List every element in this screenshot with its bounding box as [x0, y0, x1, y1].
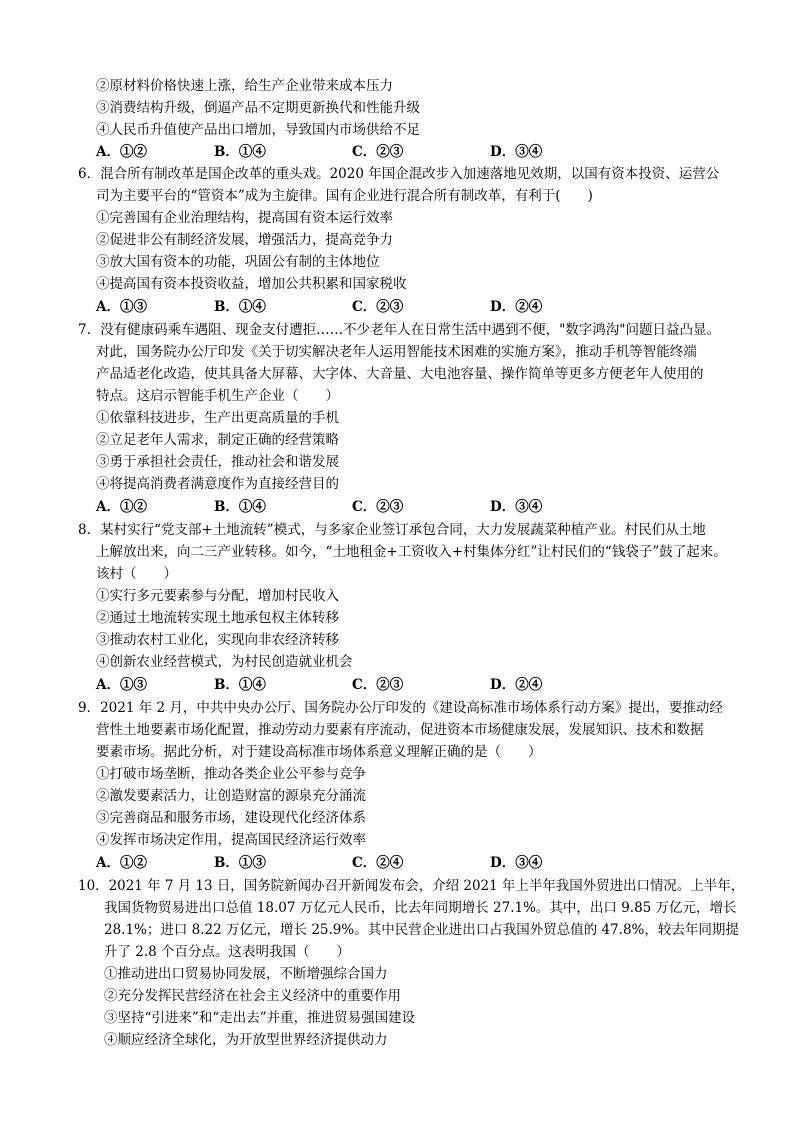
q9-stem-line-2: 营性土地要素市场化配置，推动劳动力要素有序流动，促进资本市场健康发展，发展知识、技术和数据 [96, 722, 704, 738]
q8-option-a[interactable]: A．①③ [96, 677, 147, 693]
q9-option-b[interactable]: B．①③ [214, 855, 266, 871]
q7-stem-line-3: 产品适老化改造，使其具备大屏幕、大字体、大音量、大电池容量、操作简单等更多方便老年人使用的 [96, 366, 704, 382]
q8-item-3: ③推动农村工业化，实现向非农经济转移 [96, 632, 339, 648]
q8-stem-line-3: 该村（ ） [96, 566, 177, 582]
q7-item-2: ②立足老年人需求，制定正确的经营策略 [96, 432, 339, 448]
q5-item-3: ③消费结构升级，倒逼产品不定期更新换代和性能升级 [96, 100, 420, 116]
q10-item-1: ①推动进出口贸易协同发展，不断增强综合国力 [104, 966, 388, 982]
q6-item-3: ③放大国有资本的功能，巩固公有制的主体地位 [96, 254, 380, 270]
q7-stem-line-1: 7．没有健康码乘车遇阻、现金支付遭拒……不少老年人在日常生活中遇到不便，"数字鸿沟"问题日益凸显。 [78, 322, 721, 338]
q7-option-d[interactable]: D．③④ [490, 499, 543, 515]
q8-option-b[interactable]: B．①④ [214, 677, 266, 693]
q6-option-d[interactable]: D．②④ [490, 299, 543, 315]
q6-option-b[interactable]: B．①④ [214, 299, 266, 315]
q5-item-2: ②原材料价格快速上涨，给生产企业带来成本压力 [96, 78, 393, 94]
q6-item-4: ④提高国有资本投资收益，增加公共积累和国家税收 [96, 276, 407, 292]
q9-option-d[interactable]: D．③④ [490, 855, 543, 871]
q8-item-4: ④创新农业经营模式，为村民创造就业机会 [96, 654, 353, 670]
q7-item-3: ③勇于承担社会责任，推动社会和谐发展 [96, 454, 339, 470]
q5-option-a[interactable]: A．①② [96, 144, 147, 160]
q10-stem-line-3: 28.1%；进口 8.22 万亿元，增长 25.9%。其中民营企业进出口占我国外贸总值的 47.8%，较去年同期提 [104, 922, 739, 938]
q6-stem-line-2: 司为主要平台的“管资本”成为主旋律。国有企业进行混合所有制改革，有利于( ) [96, 188, 593, 204]
q9-stem-line-3: 要素市场。据此分析，对于建设高标准市场体系意义理解正确的是（ ） [96, 744, 542, 760]
q9-item-2: ②激发要素活力，让创造财富的源泉充分涌流 [96, 788, 366, 804]
q7-stem-line-2: 对此，国务院办公厅印发《关于切实解决老年人运用智能技术困难的实施方案》，推动手机等智能终端 [96, 344, 697, 360]
q7-item-4: ④将提高消费者满意度作为直接经营目的 [96, 476, 339, 492]
q5-option-c[interactable]: C．②③ [352, 144, 404, 160]
q9-option-c[interactable]: C．②④ [352, 855, 404, 871]
q8-stem-line-2: 上解放出来，向二三产业转移。如今，“土地租金+工资收入+村集体分红”让村民们的“钱袋子”鼓了起来。 [96, 544, 727, 560]
q10-item-2: ②充分发挥民营经济在社会主义经济中的重要作用 [104, 988, 401, 1004]
q8-item-1: ①实行多元要素参与分配，增加村民收入 [96, 588, 339, 604]
q5-item-4: ④人民币升值使产品出口增加，导致国内市场供给不足 [96, 122, 420, 138]
q8-item-2: ②通过土地流转实现土地承包权主体转移 [96, 610, 339, 626]
q10-stem-line-2: 我国货物贸易进出口总值 18.07 万亿元人民币，比去年同期增长 27.1%。其中，出口 9.85 万亿元，增长 [104, 900, 737, 916]
q9-item-3: ③完善商品和服务市场，建设现代化经济体系 [96, 810, 366, 826]
q9-stem-line-1: 9．2021 年 2 月，中共中央办公厅、国务院办公厅印发的《建设高标准市场体系行动方案》提出，要推动经 [78, 700, 723, 716]
q5-option-d[interactable]: D．③④ [490, 144, 543, 160]
q7-option-c[interactable]: C．②③ [352, 499, 404, 515]
q9-item-1: ①打破市场垄断，推动各类企业公平参与竞争 [96, 766, 366, 782]
q9-item-4: ④发挥市场决定作用，提高国民经济运行效率 [96, 832, 366, 848]
q7-option-b[interactable]: B．①④ [214, 499, 266, 515]
q10-item-4: ④顺应经济全球化，为开放型世界经济提供动力 [104, 1032, 388, 1048]
q6-item-2: ②促进非公有制经济发展，增强活力，提高竞争力 [96, 232, 393, 248]
q6-option-a[interactable]: A．①③ [96, 299, 147, 315]
q8-option-d[interactable]: D．②④ [490, 677, 543, 693]
q10-stem-line-1: 10．2021 年 7 月 13 日，国务院新闻办召开新闻发布会，介绍 2021 年上半年我国外贸进出口情况。上半年， [78, 878, 745, 894]
q7-stem-line-4: 特点。这启示智能手机生产企业（ ） [96, 388, 339, 404]
q6-option-c[interactable]: C．②③ [352, 299, 404, 315]
q6-item-1: ①完善国有企业治理结构，提高国有资本运行效率 [96, 210, 393, 226]
q5-option-b[interactable]: B．①④ [214, 144, 266, 160]
q10-stem-line-4: 升了 2.8 个百分点。这表明我国（ ） [104, 944, 351, 960]
q8-option-c[interactable]: C．②③ [352, 677, 404, 693]
q10-item-3: ③坚持“引进来”和“走出去”并重，推进贸易强国建设 [104, 1010, 416, 1026]
q9-option-a[interactable]: A．①② [96, 855, 147, 871]
q7-item-1: ①依靠科技进步，生产出更高质量的手机 [96, 410, 339, 426]
q6-stem-line-1: 6．混合所有制改革是国企改革的重头戏。2020 年国企混改步入加速落地见效期，以国有资本投资、运营公 [78, 166, 720, 182]
q7-option-a[interactable]: A．①② [96, 499, 147, 515]
q8-stem-line-1: 8．某村实行“党支部+土地流转”模式，与多家企业签订承包合同，大力发展蔬菜种植产业。村民们从土地 [78, 522, 706, 538]
